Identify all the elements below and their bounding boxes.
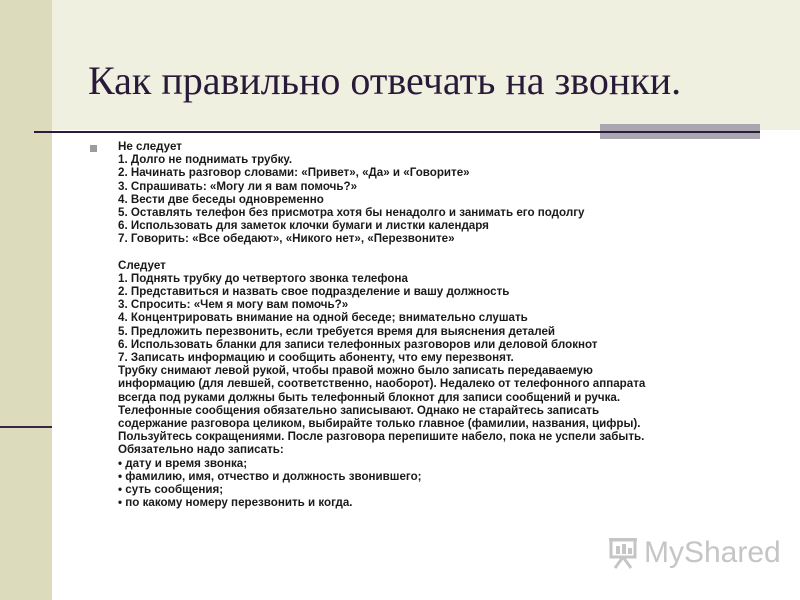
body-line: 6. Использовать для заметок клочки бумаги и листки календаря <box>118 219 489 233</box>
body-line: 5. Предложить перезвонить, если требуется время для выяснения деталей <box>118 324 556 338</box>
body-line: 7. Записать информацию и сообщить абоненту, что ему перезвонят. <box>118 351 514 365</box>
body-line: 4. Вести две беседы одновременно <box>118 192 324 206</box>
slide-body <box>118 140 758 509</box>
body-line: Следует <box>118 258 166 272</box>
bullet-square-icon <box>90 145 97 152</box>
body-line: • по какому номеру перезвонить и когда. <box>118 496 353 510</box>
body-line: 4. Концентрировать внимание на одной беседе; внимательно слушать <box>118 311 528 325</box>
body-line: • дату и время звонка; <box>118 456 248 470</box>
body-line: 2. Начинать разговор словами: «Привет», «Да» и «Говорите» <box>118 166 470 180</box>
paragraph-gap <box>118 246 758 259</box>
watermark-brand: MyShared <box>644 536 781 569</box>
body-line: Обязательно надо записать: <box>118 443 284 457</box>
body-line: 6. Использовать бланки для записи телефонных разговоров или деловой блокнот <box>118 337 598 351</box>
presentation-board-icon <box>606 536 640 570</box>
body-line: • суть сообщения; <box>118 483 224 497</box>
body-line: 5. Оставлять телефон без присмотра хотя бы ненадолго и занимать его подолгу <box>118 206 585 220</box>
slide-title: Как правильно отвечать на звонки. <box>88 58 682 103</box>
divider-accent-line <box>600 131 760 133</box>
body-line: всегда под руками должны быть телефонный блокнот для записи сообщений и ручка. <box>118 390 621 404</box>
body-line: Трубку снимают левой рукой, чтобы правой можно было записать передаваемую <box>118 364 593 378</box>
body-line: 1. Поднять трубку до четвертого звонка телефона <box>118 271 408 285</box>
body-line: 3. Спрашивать: «Могу ли я вам помочь?» <box>118 179 358 193</box>
left-decor-band <box>0 0 52 600</box>
title-divider <box>34 131 600 133</box>
body-line: • фамилию, имя, отчество и должность звонившего; <box>118 469 422 483</box>
body-line: Телефонные сообщения обязательно записывают. Однако не старайтесь записать <box>118 403 600 417</box>
myshared-watermark <box>606 536 781 570</box>
body-line: содержание разговора целиком, выбирайте только главное (фамилии, названия, цифры). <box>118 417 641 431</box>
body-line: Не следует <box>118 140 182 153</box>
body-line: информацию (для левшей, соответственно, наоборот). Недалеко от телефонного аппарата <box>118 377 646 391</box>
body-line: Пользуйтесь сокращениями. После разговора перепишите набело, пока не успели забыть. <box>118 430 645 444</box>
body-line: 7. Говорить: «Все обедают», «Никого нет», «Перезвоните» <box>118 232 455 246</box>
body-line: 2. Представиться и назвать свое подразделение и вашу должность <box>118 285 510 299</box>
body-line: 1. Долго не поднимать трубку. <box>118 153 293 167</box>
left-band-divider <box>0 426 52 428</box>
body-line: 3. Спросить: «Чем я могу вам помочь?» <box>118 298 349 312</box>
